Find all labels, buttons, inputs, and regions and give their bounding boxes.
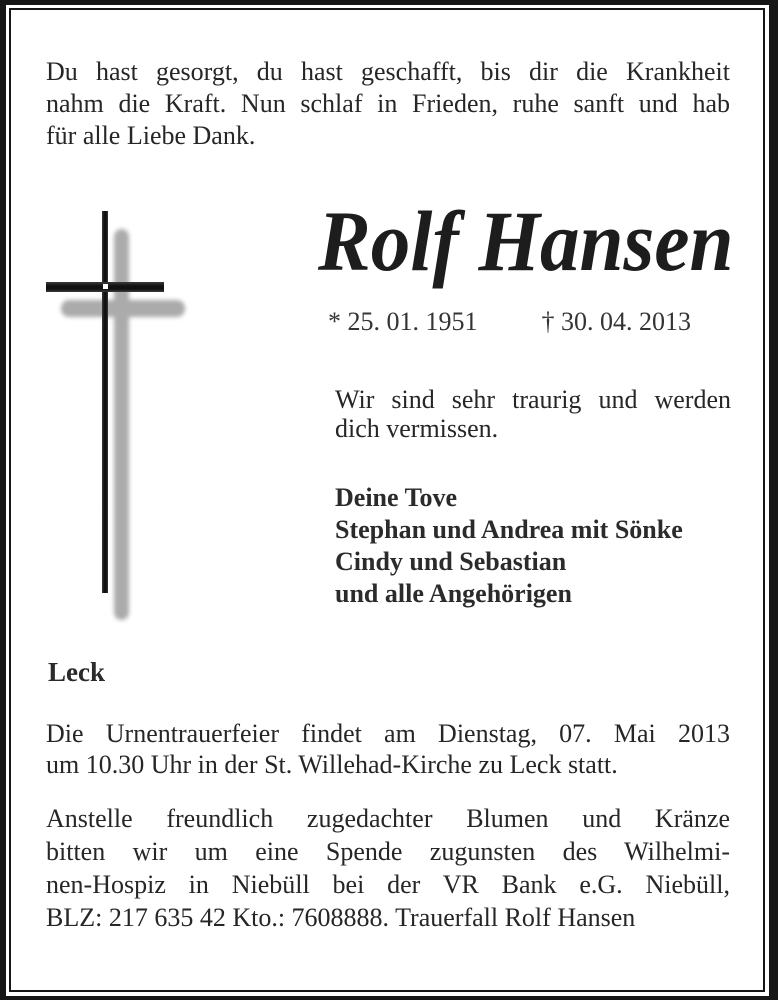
mourner-line: und alle Angehörigen (335, 579, 572, 608)
service-line: Die Urnentrauerfeier findet am Dienstag, 07. Mai 2013 (46, 719, 730, 748)
condolence-text (335, 385, 731, 443)
life-dates (328, 307, 691, 337)
place-label: Leck (48, 657, 105, 687)
service-announcement (46, 718, 730, 780)
condolence-line: Wir sind sehr traurig und werden (335, 385, 731, 414)
condolence-line: dich vermissen. (335, 414, 499, 443)
mourner-line: Deine Tove (335, 483, 458, 512)
deceased-name: Rolf Hansen (318, 193, 734, 289)
epitaph-line: für alle Liebe Dank. (46, 121, 256, 150)
donation-request (46, 802, 730, 934)
birth-date: * 25. 01. 1951 (328, 307, 478, 336)
donation-line: Anstelle freundlich zugedachter Blumen und Kränze (46, 804, 730, 833)
cross-center-dot (103, 284, 108, 289)
epitaph-line: Du hast gesorgt, du hast geschafft, bis dir die Krankheit (46, 57, 730, 86)
donation-line: BLZ: 217 635 42 Kto.: 7608888. Trauerfall Rolf Hansen (46, 903, 636, 932)
cross-shadow-horizontal (61, 300, 185, 317)
mourners-list (335, 482, 735, 610)
mourner-line: Cindy und Sebastian (335, 547, 567, 576)
service-line: um 10.30 Uhr in der St. Willehad-Kirche zu Leck statt. (46, 750, 618, 779)
epitaph-line: nahm die Kraft. Nun schlaf in Frieden, ruhe sanft und hab (46, 89, 730, 118)
epitaph-text (46, 56, 730, 152)
death-date: † 30. 04. 2013 (541, 307, 691, 336)
donation-line: bitten wir um eine Spende zugunsten des Wilhelmi- (46, 837, 730, 866)
mourner-line: Stephan und Andrea mit Sönke (335, 515, 683, 544)
donation-line: nen-Hospiz in Niebüll bei der VR Bank e.G. Niebüll, (46, 870, 730, 899)
cross-bar-vertical (102, 211, 108, 593)
